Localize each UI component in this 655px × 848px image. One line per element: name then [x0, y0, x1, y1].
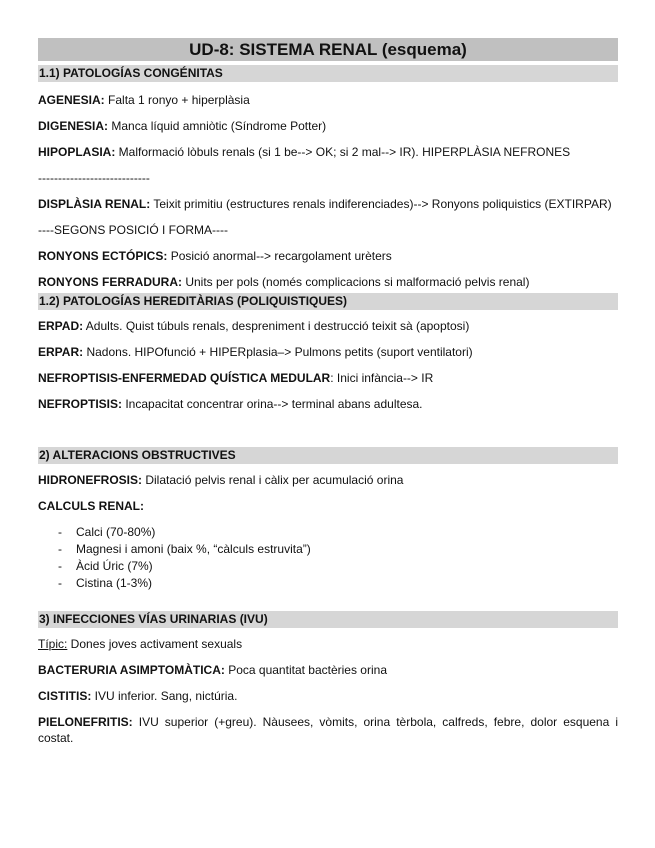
term-displasia: DISPLÀSIA RENAL: [38, 197, 151, 211]
list-item: - Calci (70-80%) [58, 524, 618, 541]
entry-displasia [38, 196, 618, 212]
section-heading-congenitas: 1.1) PATOLOGÍAS CONGÉNITAS [38, 65, 618, 82]
desc-erpad: Adults. Quist túbuls renals, despreniment i destrucció teixit sà (apoptosi) [83, 319, 470, 333]
entry-hipoplasia [38, 144, 618, 160]
entry-pielonefritis [38, 714, 618, 746]
page-title: UD-8: SISTEMA RENAL (esquema) [38, 38, 618, 61]
desc-hipoplasia: Malformació lòbuls renals (si 1 be--> OK; si 2 mal--> IR). HIPERPLÀSIA NEFRONES [115, 145, 571, 159]
subheading-posicio: ----SEGONS POSICIÓ I FORMA---- [38, 223, 228, 237]
desc-hidronefrosis: Dilatació pelvis renal i càlix per acumulació orina [142, 473, 404, 487]
list-item: - Àcid Úric (7%) [58, 558, 618, 575]
document-page [38, 38, 618, 746]
entry-digenesia [38, 118, 618, 134]
entry-nefroptisis-enfermedad [38, 370, 618, 386]
term-hipoplasia: HIPOPLASIA: [38, 145, 116, 159]
section-heading-obstructives: 2) ALTERACIONS OBSTRUCTIVES [38, 447, 618, 464]
desc-tipic: Dones joves activament sexuals [67, 637, 243, 651]
term-ectopics: RONYONS ECTÓPICS: [38, 249, 168, 263]
desc-bacteruria: Poca quantitat bactèries orina [224, 663, 387, 677]
calculs-list [38, 524, 618, 592]
entry-agenesia [38, 92, 618, 108]
term-tipic: Típic: [38, 637, 68, 651]
term-erpad: ERPAD: [38, 319, 84, 333]
desc-digenesia: Manca líquid amniòtic (Síndrome Potter) [108, 119, 327, 133]
list-item: - Magnesi i amoni (baix %, “càlculs estruvita”) [58, 541, 618, 558]
entry-cistitis [38, 688, 618, 704]
list-item: - Cistina (1-3%) [58, 575, 618, 592]
entry-hidronefrosis [38, 472, 618, 488]
entry-erpar [38, 344, 618, 360]
entry-tipic [38, 636, 618, 652]
desc-displasia: Teixit primitiu (estructures renals indiferenciades)--> Ronyons poliquistics (EXTIRPAR) [150, 197, 612, 211]
term-agenesia: AGENESIA: [38, 93, 105, 107]
entry-nefroptisis [38, 396, 618, 412]
term-pielonefritis: PIELONEFRITIS: [38, 715, 133, 729]
term-calculs: CALCULS RENAL: [38, 499, 144, 513]
entry-calculs [38, 498, 618, 514]
desc-nefroptisis-enfermedad: : Inici infància--> IR [330, 371, 434, 385]
desc-ferradura: Units per pols (només complicacions si malformació pelvis renal) [182, 275, 530, 289]
desc-nefroptisis: Incapacitat concentrar orina--> terminal abans adultesa. [122, 397, 423, 411]
entry-bacteruria [38, 662, 618, 678]
entry-ferradura [38, 274, 618, 290]
term-bacteruria: BACTERURIA ASIMPTOMÀTICA: [38, 663, 225, 677]
term-digenesia: DIGENESIA: [38, 119, 109, 133]
term-nefroptisis: NEFROPTISIS: [38, 397, 123, 411]
term-hidronefrosis: HIDRONEFROSIS: [38, 473, 143, 487]
term-nefroptisis-enfermedad: NEFROPTISIS-ENFERMEDAD QUÍSTICA MEDULAR [38, 371, 331, 385]
term-cistitis: CISTITIS: [38, 689, 92, 703]
desc-ectopics: Posició anormal--> recargolament urèters [167, 249, 392, 263]
separator-line: ---------------------------- [38, 171, 150, 185]
section-heading-hereditaries: 1.2) PATOLOGÍAS HEREDITÀRIAS (POLIQUISTIQUES) [38, 293, 618, 310]
entry-ectopics [38, 248, 618, 264]
desc-agenesia: Falta 1 ronyo + hiperplàsia [104, 93, 250, 107]
entry-erpad [38, 318, 618, 334]
desc-erpar: Nadons. HIPOfunció + HIPERplasia–> Pulmons petits (suport ventilatori) [83, 345, 473, 359]
desc-cistitis: IVU inferior. Sang, nictúria. [91, 689, 238, 703]
term-ferradura: RONYONS FERRADURA: [38, 275, 182, 289]
desc-pielonefritis: IVU superior (+greu). Nàusees, vòmits, orina tèrbola, calfreds, febre, dolor esquena i costat. [38, 715, 618, 745]
section-heading-ivu: 3) INFECCIONES VÍAS URINARIAS (IVU) [38, 611, 618, 628]
term-erpar: ERPAR: [38, 345, 84, 359]
